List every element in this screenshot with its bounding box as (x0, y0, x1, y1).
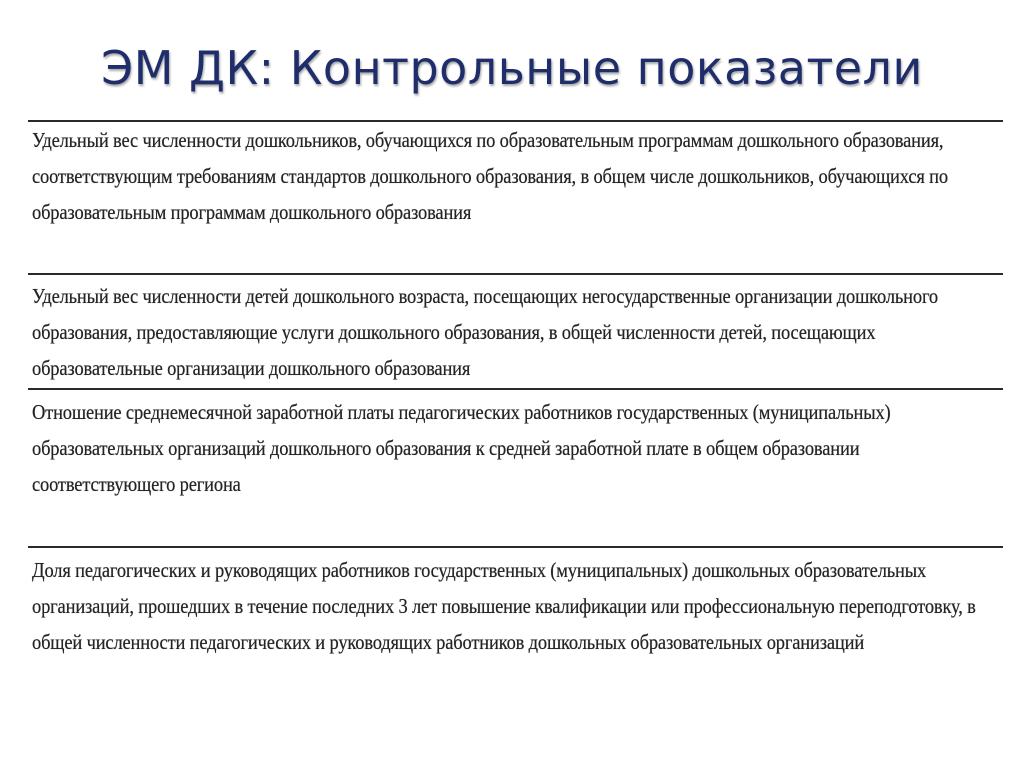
indicators-scan (28, 118, 1003, 698)
indicator-4: Доля педагогических и руководящих работников государственных (муниципальных) дошкольных образовательных организаций, прошедших в течение последних 3 лет повышение квалификации или профессиональную переподготовку, в общей численности педагогических и руководящих работников дошкольных образовательных организаций (32, 558, 976, 654)
divider-3 (28, 546, 1003, 548)
indicator-1: Удельный вес численности дошкольников, обучающихся по образовательным программам дошкольного образования, соответствующим требованиям стандартов дошкольного образования, в общем числе дошкольников, обучающихся по образовательным программам дошкольного образования (32, 128, 948, 224)
divider-2 (28, 388, 1003, 390)
indicator-2: Удельный вес численности детей дошкольного возраста, посещающих негосударственные организации дошкольного образования, предоставляющие услуги дошкольного образования, в общей численности детей, посещающих образовательные организации дошкольного образования (32, 284, 939, 380)
slide-title: ЭМ ДК: Контрольные показатели (101, 41, 923, 95)
indicator-3: Отношение среднемесячной заработной платы педагогических работников государственных (муниципальных) образовательных организаций дошкольного образования к средней заработной плате в общем образовании соответствующего региона (32, 400, 891, 496)
divider-1 (28, 273, 1003, 275)
